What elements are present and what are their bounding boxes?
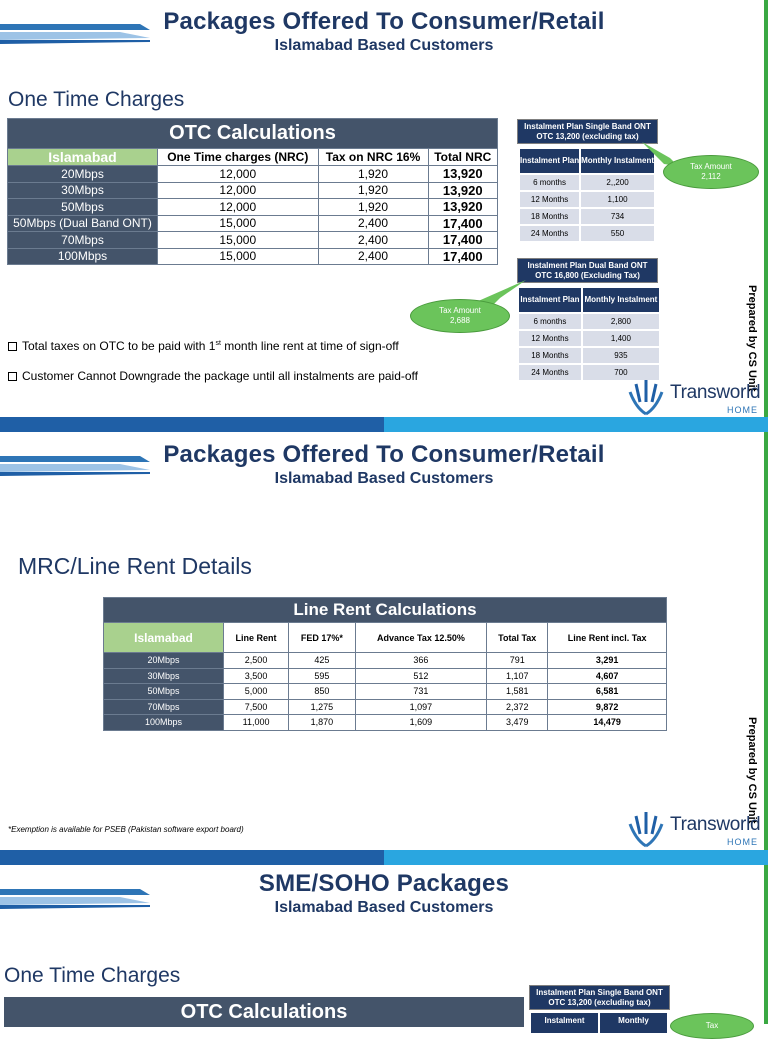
tax-amount-value: 2,112: [701, 172, 721, 181]
plan-cell: 12 Months: [518, 330, 582, 347]
green-edge-stripe: [764, 0, 768, 432]
package-cell: 30Mbps: [104, 668, 224, 684]
table-row: [519, 225, 655, 242]
amount-cell: 1,100: [580, 191, 655, 208]
line-rent-cell: 3,500: [224, 668, 289, 684]
total-cell: 17,400: [428, 232, 498, 249]
package-cell: 70Mbps: [8, 232, 158, 249]
tax-amount-label: Tax Amount: [690, 162, 732, 172]
transworld-logo-icon: [626, 810, 666, 850]
plan-cell: 18 Months: [518, 347, 582, 364]
page-title: Packages Offered To Consumer/Retail: [163, 8, 605, 35]
section-heading: MRC/Line Rent Details: [18, 553, 252, 579]
plan-cell: 24 Months: [518, 364, 582, 381]
nrc-cell: 12,000: [158, 199, 319, 216]
total-cell: 13,920: [428, 166, 498, 183]
amount-cell: 2,,200: [580, 174, 655, 191]
package-cell: 50Mbps: [8, 199, 158, 216]
table-row: [8, 248, 498, 265]
column-header: Instalment Plan: [518, 287, 582, 313]
package-cell: 50Mbps: [104, 684, 224, 700]
section-heading: One Time Charges: [8, 88, 185, 111]
checkbox-bullet-icon: [8, 342, 17, 351]
note-text: Customer Cannot Downgrade the package until all instalments are paid-off: [22, 369, 418, 383]
footer-bar-light: [384, 850, 768, 865]
page-subtitle: Islamabad Based Customers: [274, 470, 494, 487]
slide-consumer-line-rent: [0, 432, 768, 865]
column-header: Monthly Instalment: [582, 287, 660, 313]
nrc-cell: 15,000: [158, 215, 319, 232]
table-row: [104, 715, 667, 731]
column-header: One Time charges (NRC): [158, 149, 319, 166]
tax-amount-label: Tax: [705, 1021, 719, 1031]
footer-bar: [0, 850, 768, 865]
amount-cell: 700: [582, 364, 660, 381]
column-header: Advance Tax 12.50%: [355, 623, 486, 653]
tax-cell: 1,920: [318, 182, 428, 199]
note-superscript: st: [215, 340, 221, 347]
column-header: FED 17%*: [289, 623, 356, 653]
logo-wordmark: Transworld: [670, 382, 761, 403]
line-rent-cell: 2,500: [224, 653, 289, 669]
column-header: Monthly: [600, 1013, 667, 1033]
table-row: [519, 191, 655, 208]
package-cell: 20Mbps: [8, 166, 158, 183]
plan-header-row: [531, 1013, 667, 1033]
note-taxes: [8, 339, 399, 353]
total-tax-cell: 1,581: [487, 684, 548, 700]
table-row: [104, 684, 667, 700]
fed-cell: 850: [289, 684, 356, 700]
fed-cell: 1,870: [289, 715, 356, 731]
line-rent-incl-tax-cell: 9,872: [548, 699, 667, 715]
plan-cell: 12 Months: [519, 191, 580, 208]
prepared-by-label: Prepared by CS Unit: [746, 285, 758, 392]
tax-amount-bubble: [663, 155, 759, 189]
plan-single-band-table: [518, 147, 656, 243]
tax-amount-label: Tax Amount: [439, 306, 481, 316]
tax-cell: 1,920: [318, 199, 428, 216]
package-cell: 30Mbps: [8, 182, 158, 199]
slide-sme-otc: [0, 865, 768, 1031]
otc-table: [7, 118, 498, 265]
nrc-cell: 15,000: [158, 232, 319, 249]
line-rent-incl-tax-cell: 6,581: [548, 684, 667, 700]
table-row: [8, 166, 498, 183]
total-cell: 13,920: [428, 182, 498, 199]
plan-dual-band-title: Instalment Plan Dual Band ONT OTC 16,800 (Excluding Tax): [517, 258, 658, 283]
amount-cell: 2,800: [582, 313, 660, 330]
logo-wordmark: Transworld: [670, 814, 761, 835]
tax-amount-bubble: [410, 299, 510, 333]
footer-bar-light: [384, 417, 768, 432]
note-text: Total taxes on OTC to be paid with 1: [22, 339, 216, 353]
page-title: SME/SOHO Packages: [258, 870, 510, 897]
tax-cell: 2,400: [318, 215, 428, 232]
advance-tax-cell: 1,097: [355, 699, 486, 715]
line-rent-cell: 5,000: [224, 684, 289, 700]
line-rent-cell: 7,500: [224, 699, 289, 715]
column-header: Instalment: [531, 1013, 598, 1033]
tax-amount-value: 2,688: [449, 316, 471, 325]
city-header: Islamabad: [104, 623, 224, 653]
transworld-logo-icon: [626, 378, 666, 418]
column-header: Tax on NRC 16%: [318, 149, 428, 166]
plan-cell: 24 Months: [519, 225, 580, 242]
table-row: [104, 699, 667, 715]
page-subtitle: Islamabad Based Customers: [274, 37, 494, 54]
line-rent-incl-tax-cell: 3,291: [548, 653, 667, 669]
line-rent-incl-tax-cell: 4,607: [548, 668, 667, 684]
package-cell: 100Mbps: [104, 715, 224, 731]
column-header: Monthly Instalment: [580, 148, 655, 174]
package-cell: 100Mbps: [8, 248, 158, 265]
table-row: [518, 330, 660, 347]
page-title: Packages Offered To Consumer/Retail: [163, 441, 605, 468]
column-header: Total Tax: [487, 623, 548, 653]
line-rent-incl-tax-cell: 14,479: [548, 715, 667, 731]
tax-cell: 2,400: [318, 232, 428, 249]
total-tax-cell: 791: [487, 653, 548, 669]
plan-cell: 6 months: [519, 174, 580, 191]
line-rent-table: [103, 597, 667, 731]
city-header: Islamabad: [8, 149, 158, 166]
footnote: *Exemption is available for PSEB (Pakistan software export board): [8, 825, 244, 834]
amount-cell: 550: [580, 225, 655, 242]
prepared-by-label: Prepared by CS Unit: [746, 717, 758, 824]
plan-dual-band-table: [517, 286, 661, 382]
column-header: Instalment Plan: [519, 148, 580, 174]
table-caption: OTC Calculations: [8, 119, 498, 149]
advance-tax-cell: 1,609: [355, 715, 486, 731]
note-text: month line rent at time of sign-off: [220, 339, 399, 353]
table-row: [104, 668, 667, 684]
amount-cell: 734: [580, 208, 655, 225]
plan-single-band-title: Instalment Plan Single Band ONT OTC 13,200 (excluding tax): [517, 119, 658, 144]
footer-bar-dark: [0, 850, 384, 865]
nrc-cell: 12,000: [158, 182, 319, 199]
column-header: Total NRC: [428, 149, 498, 166]
plan-cell: 6 months: [518, 313, 582, 330]
plan-cell: 18 Months: [519, 208, 580, 225]
package-cell: 70Mbps: [104, 699, 224, 715]
advance-tax-cell: 366: [355, 653, 486, 669]
column-header: Line Rent: [224, 623, 289, 653]
package-cell: 50Mbps (Dual Band ONT): [8, 215, 158, 232]
advance-tax-cell: 731: [355, 684, 486, 700]
advance-tax-cell: 512: [355, 668, 486, 684]
table-row: [8, 199, 498, 216]
line-rent-cell: 11,000: [224, 715, 289, 731]
logo-home: HOME: [727, 837, 758, 847]
footer-bar-dark: [0, 417, 384, 432]
fed-cell: 1,275: [289, 699, 356, 715]
table-row: [518, 313, 660, 330]
tax-amount-bubble: [670, 1013, 754, 1039]
table-row: [8, 182, 498, 199]
total-cell: 17,400: [428, 215, 498, 232]
package-cell: 20Mbps: [104, 653, 224, 669]
plan-single-band-title: Instalment Plan Single Band ONT OTC 13,200 (excluding tax): [529, 985, 670, 1010]
amount-cell: 1,400: [582, 330, 660, 347]
tax-cell: 1,920: [318, 166, 428, 183]
table-caption: Line Rent Calculations: [104, 598, 667, 623]
table-row: [518, 347, 660, 364]
page-subtitle: Islamabad Based Customers: [274, 899, 494, 916]
footer-bar: [0, 417, 768, 432]
total-cell: 17,400: [428, 248, 498, 265]
total-tax-cell: 1,107: [487, 668, 548, 684]
table-row: [8, 232, 498, 249]
table-row: [8, 215, 498, 232]
note-downgrade: [8, 369, 418, 383]
transworld-logo: [626, 810, 766, 850]
total-tax-cell: 3,479: [487, 715, 548, 731]
table-row: [519, 208, 655, 225]
nrc-cell: 12,000: [158, 166, 319, 183]
logo-home: HOME: [727, 405, 758, 415]
transworld-logo: [626, 378, 766, 418]
fed-cell: 425: [289, 653, 356, 669]
table-caption: OTC Calculations: [4, 997, 524, 1027]
total-tax-cell: 2,372: [487, 699, 548, 715]
table-row: [519, 174, 655, 191]
amount-cell: 935: [582, 347, 660, 364]
nrc-cell: 15,000: [158, 248, 319, 265]
section-heading: One Time Charges: [4, 964, 181, 987]
green-edge-stripe: [764, 432, 768, 865]
checkbox-bullet-icon: [8, 372, 17, 381]
slide-consumer-otc: [0, 0, 768, 432]
column-header: Line Rent incl. Tax: [548, 623, 667, 653]
fed-cell: 595: [289, 668, 356, 684]
total-cell: 13,920: [428, 199, 498, 216]
table-row: [104, 653, 667, 669]
tax-cell: 2,400: [318, 248, 428, 265]
